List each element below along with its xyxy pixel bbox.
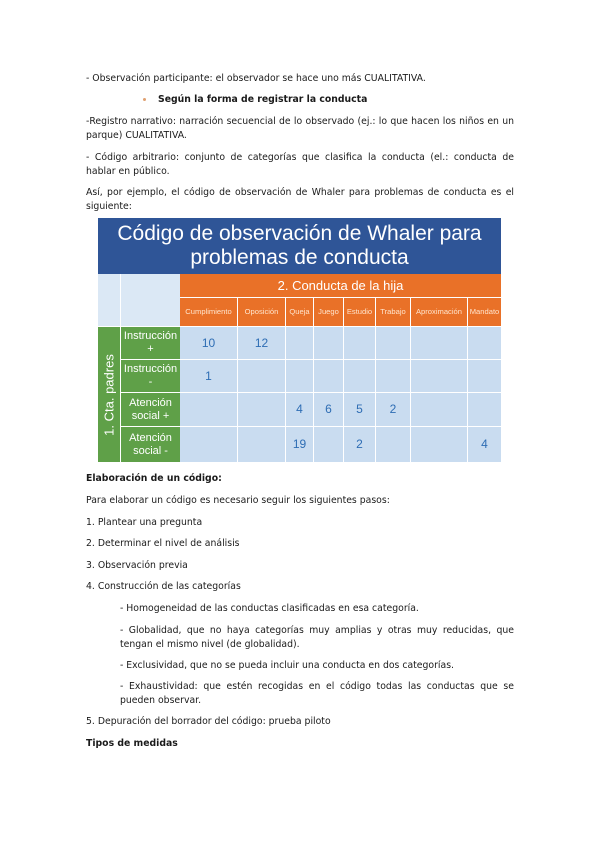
table-cell: 4 [468, 427, 501, 462]
table-cell: 19 [286, 427, 313, 462]
table-cell [344, 360, 375, 392]
elaboracion-heading: Elaboración de un código: [86, 473, 222, 484]
table-cell [411, 327, 467, 359]
table-cell [376, 327, 410, 359]
bullet-dot [143, 98, 146, 101]
column-header: Estudio [344, 298, 375, 326]
observacion-participante-text: - Observación participante: el observador se hace uno más CUALITATIVA. [86, 73, 426, 84]
step-1: 1. Plantear una pregunta [86, 517, 203, 528]
column-header: Mandato [468, 298, 501, 326]
table-cell: 1 [180, 360, 237, 392]
step-3: 3. Observación previa [86, 560, 188, 571]
substep-globalidad: - Globalidad, que no haya categorías muy amplias y otras muy reducidas, que tengan el mismo nivel (de globalidad). [120, 625, 514, 650]
table-cell [286, 327, 313, 359]
table-cell [238, 427, 285, 462]
row-group-header [98, 327, 120, 462]
table-cell: 10 [180, 327, 237, 359]
column-header: Trabajo [376, 298, 410, 326]
row-header: Instrucción - [121, 360, 180, 392]
row-group-label: 1. Cta. padres [101, 353, 117, 436]
figure-title-line1: Código de observación de Whaler para [117, 222, 482, 245]
table-cell [238, 393, 285, 426]
table-cell [314, 360, 343, 392]
column-header: Cumplimiento [180, 298, 237, 326]
table-cell [180, 427, 237, 462]
step-5: 5. Depuración del borrador del código: prueba piloto [86, 716, 331, 727]
substep-exclusividad: - Exclusividad, que no se pueda incluir una conducta en dos categorías. [120, 660, 454, 671]
row-header: Instrucción + [121, 327, 180, 359]
table-cell: 6 [314, 393, 343, 426]
figure-title [98, 218, 501, 274]
table-cell [411, 360, 467, 392]
row-header: Atención social + [121, 393, 180, 426]
tipos-de-medidas-heading: Tipos de medidas [86, 738, 178, 749]
table-cell [468, 327, 501, 359]
table-cell [286, 360, 313, 392]
step-4: 4. Construcción de las categorías [86, 581, 241, 592]
table-cell [411, 393, 467, 426]
table-corner-divider [120, 274, 121, 326]
table-cell: 4 [286, 393, 313, 426]
table-cell [314, 427, 343, 462]
column-header: Aproximación [411, 298, 467, 326]
column-header: Queja [286, 298, 313, 326]
table-cell: 2 [376, 393, 410, 426]
whaler-code-figure [98, 218, 501, 462]
table-cell [314, 327, 343, 359]
table-cell [238, 360, 285, 392]
table-cell [180, 393, 237, 426]
ejemplo-text: Así, por ejemplo, el código de observación de Whaler para problemas de conducta es el siguiente: [86, 187, 514, 212]
codigo-arbitrario-text: - Código arbitrario: conjunto de categorías que clasifica la conducta (el.: conducta de hablar en público. [86, 152, 514, 177]
substep-exhaustividad: - Exhaustividad: que estén recogidas en el código todas las conductas que se pueden observar. [120, 681, 514, 706]
column-header: Juego [314, 298, 343, 326]
table-cell: 12 [238, 327, 285, 359]
segun-heading: Según la forma de registrar la conducta [158, 94, 368, 105]
table-corner [98, 274, 180, 326]
column-group-header: 2. Conducta de la hija [180, 274, 501, 297]
table-cell: 2 [344, 427, 375, 462]
table-cell [344, 327, 375, 359]
figure-title-line2: problemas de conducta [190, 246, 409, 269]
table-cell [376, 427, 410, 462]
table-cell [468, 360, 501, 392]
table-cell [376, 360, 410, 392]
elaboracion-intro: Para elaborar un código es necesario seguir los siguientes pasos: [86, 495, 390, 506]
substep-homogeneidad: - Homogeneidad de las conductas clasificadas en esa categoría. [120, 603, 419, 614]
column-header: Oposición [238, 298, 285, 326]
step-2: 2. Determinar el nivel de análisis [86, 538, 240, 549]
table-cell [468, 393, 501, 426]
row-header: Atención social - [121, 427, 180, 462]
table-cell [411, 427, 467, 462]
registro-narrativo-text: -Registro narrativo: narración secuencial de lo observado (ej.: lo que hacen los niños en un parque) CUALITATIVA. [86, 116, 514, 141]
table-cell: 5 [344, 393, 375, 426]
